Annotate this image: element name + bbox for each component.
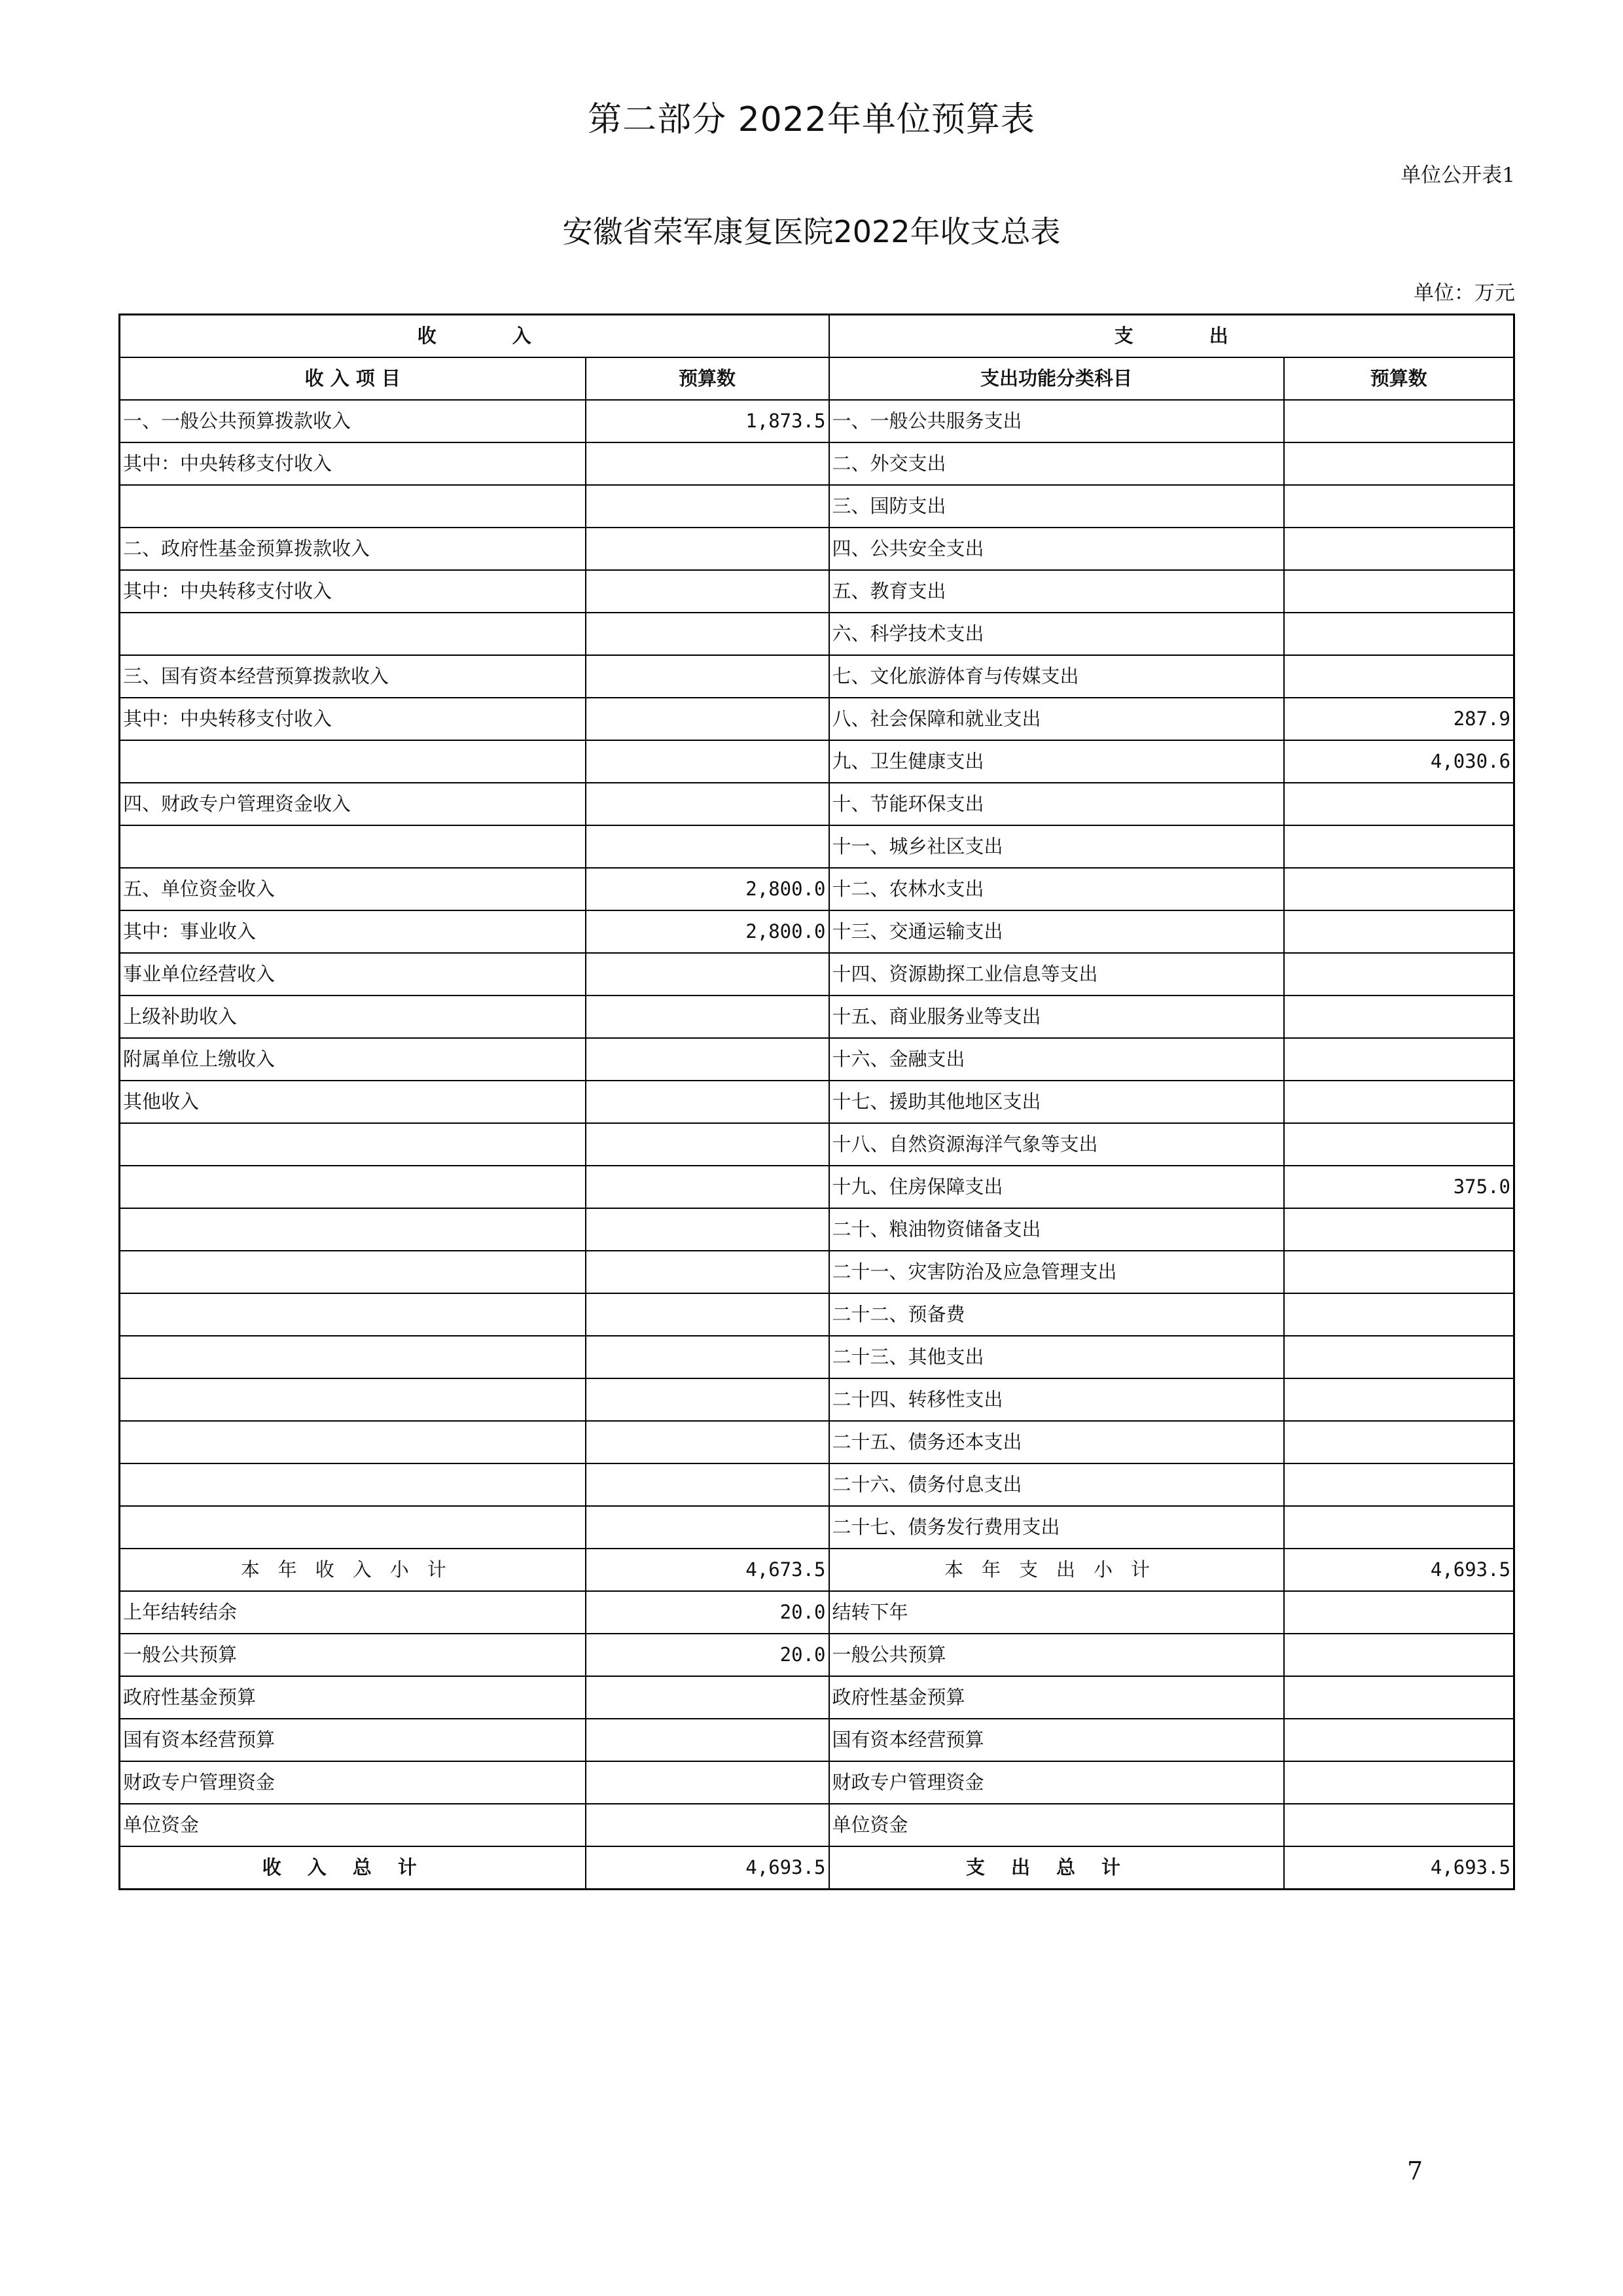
expense-item-cell bbox=[829, 1549, 1284, 1591]
table-row bbox=[120, 1676, 1514, 1719]
table-row bbox=[120, 1123, 1514, 1166]
expense-budget-cell bbox=[1284, 953, 1514, 996]
expense-item-cell-text: 支出总计 bbox=[966, 1856, 1147, 1878]
expense-budget-cell: 375.0 bbox=[1284, 1166, 1514, 1208]
table-row bbox=[120, 740, 1514, 783]
income-item-cell-text: 本年收入小计 bbox=[240, 1558, 465, 1581]
table-row bbox=[120, 1506, 1514, 1549]
income-budget-cell bbox=[586, 655, 829, 698]
expense-budget-cell bbox=[1284, 1123, 1514, 1166]
page-number: 7 bbox=[1407, 2157, 1423, 2185]
table-row bbox=[120, 1761, 1514, 1804]
income-item-cell bbox=[120, 1251, 586, 1293]
income-item-cell: 上年结转结余 bbox=[120, 1591, 586, 1634]
expense-budget-cell bbox=[1284, 1421, 1514, 1463]
expense-item-cell: 五、教育支出 bbox=[829, 570, 1284, 613]
income-item-cell bbox=[120, 1336, 586, 1378]
budget-table bbox=[118, 314, 1515, 1890]
income-item-cell-text: 收入总计 bbox=[262, 1856, 443, 1878]
income-item-cell: 政府性基金预算 bbox=[120, 1676, 586, 1719]
expense-item-cell: 单位资金 bbox=[829, 1804, 1284, 1846]
table-row bbox=[120, 485, 1514, 528]
expense-budget-cell bbox=[1284, 1804, 1514, 1846]
income-budget-cell: 20.0 bbox=[586, 1634, 829, 1676]
income-budget-cell bbox=[586, 1761, 829, 1804]
expense-budget-cell bbox=[1284, 485, 1514, 528]
income-budget-cell bbox=[586, 953, 829, 996]
income-item-cell bbox=[120, 1506, 586, 1549]
expense-budget-cell bbox=[1284, 783, 1514, 825]
income-item-cell bbox=[120, 825, 586, 868]
expense-budget-cell bbox=[1284, 1251, 1514, 1293]
income-budget-cell bbox=[586, 740, 829, 783]
expense-budget-cell bbox=[1284, 825, 1514, 868]
expense-item-cell: 二十一、灾害防治及应急管理支出 bbox=[829, 1251, 1284, 1293]
income-budget-cell bbox=[586, 1719, 829, 1761]
expense-item-cell: 四、公共安全支出 bbox=[829, 528, 1284, 570]
income-budget-cell bbox=[586, 528, 829, 570]
income-budget-cell: 2,800.0 bbox=[586, 868, 829, 910]
expense-budget-cell bbox=[1284, 400, 1514, 442]
income-budget-cell: 4,693.5 bbox=[586, 1846, 829, 1890]
expense-budget-cell bbox=[1284, 1081, 1514, 1123]
expense-budget-cell: 4,693.5 bbox=[1284, 1549, 1514, 1591]
table-row bbox=[120, 400, 1514, 442]
income-budget-cell bbox=[586, 996, 829, 1038]
income-budget-cell: 1,873.5 bbox=[586, 400, 829, 442]
income-budget-cell bbox=[586, 1506, 829, 1549]
income-item-cell: 一、一般公共预算拨款收入 bbox=[120, 400, 586, 442]
expense-item-cell: 十、节能环保支出 bbox=[829, 783, 1284, 825]
income-item-cell: 一般公共预算 bbox=[120, 1634, 586, 1676]
table-row bbox=[120, 1549, 1514, 1591]
expense-item-cell: 十九、住房保障支出 bbox=[829, 1166, 1284, 1208]
table-row bbox=[120, 868, 1514, 910]
expense-budget-cell bbox=[1284, 1719, 1514, 1761]
income-item-cell: 其中：中央转移支付收入 bbox=[120, 570, 586, 613]
table-row bbox=[120, 1336, 1514, 1378]
expense-item-cell: 二十二、预备费 bbox=[829, 1293, 1284, 1336]
income-budget-cell bbox=[586, 485, 829, 528]
income-item-cell bbox=[120, 1293, 586, 1336]
income-item-header: 收 入 项 目 bbox=[120, 357, 586, 400]
income-item-cell: 其中：中央转移支付收入 bbox=[120, 698, 586, 740]
table-row bbox=[120, 910, 1514, 953]
expense-item-cell: 二十七、债务发行费用支出 bbox=[829, 1506, 1284, 1549]
income-item-cell: 其中：中央转移支付收入 bbox=[120, 442, 586, 485]
expense-budget-cell bbox=[1284, 1293, 1514, 1336]
table-title: 安徽省荣军康复医院2022年收支总表 bbox=[562, 214, 1061, 249]
expense-item-cell: 财政专户管理资金 bbox=[829, 1761, 1284, 1804]
expense-item-cell: 二十六、债务付息支出 bbox=[829, 1463, 1284, 1506]
expense-item-cell-text: 本年支出小计 bbox=[944, 1558, 1169, 1581]
expense-budget-cell bbox=[1284, 1378, 1514, 1421]
expense-group-header: 支 出 bbox=[829, 315, 1514, 358]
table-row bbox=[120, 825, 1514, 868]
table-row bbox=[120, 996, 1514, 1038]
table-row bbox=[120, 1463, 1514, 1506]
table-row bbox=[120, 570, 1514, 613]
income-budget-cell bbox=[586, 1038, 829, 1081]
income-budget-cell bbox=[586, 1081, 829, 1123]
table-row bbox=[120, 1378, 1514, 1421]
expense-budget-header: 预算数 bbox=[1284, 357, 1514, 400]
expense-budget-cell: 4,693.5 bbox=[1284, 1846, 1514, 1890]
expense-item-cell: 一般公共预算 bbox=[829, 1634, 1284, 1676]
expense-item-cell: 结转下年 bbox=[829, 1591, 1284, 1634]
expense-item-cell: 十一、城乡社区支出 bbox=[829, 825, 1284, 868]
expense-item-cell: 七、文化旅游体育与传媒支出 bbox=[829, 655, 1284, 698]
income-item-cell bbox=[120, 1846, 586, 1890]
income-item-cell: 四、财政专户管理资金收入 bbox=[120, 783, 586, 825]
income-budget-cell bbox=[586, 825, 829, 868]
income-item-cell: 其中：事业收入 bbox=[120, 910, 586, 953]
income-item-cell bbox=[120, 1378, 586, 1421]
table-row bbox=[120, 1166, 1514, 1208]
table-row bbox=[120, 1038, 1514, 1081]
income-budget-cell bbox=[586, 1421, 829, 1463]
income-item-cell bbox=[120, 1549, 586, 1591]
expense-item-header: 支出功能分类科目 bbox=[829, 357, 1284, 400]
income-item-cell bbox=[120, 1208, 586, 1251]
expense-item-cell: 十五、商业服务业等支出 bbox=[829, 996, 1284, 1038]
expense-item-cell: 政府性基金预算 bbox=[829, 1676, 1284, 1719]
income-item-cell: 事业单位经营收入 bbox=[120, 953, 586, 996]
expense-item-cell: 国有资本经营预算 bbox=[829, 1719, 1284, 1761]
expense-budget-cell bbox=[1284, 1038, 1514, 1081]
income-budget-cell bbox=[586, 442, 829, 485]
income-budget-cell: 4,673.5 bbox=[586, 1549, 829, 1591]
income-item-cell: 三、国有资本经营预算拨款收入 bbox=[120, 655, 586, 698]
expense-budget-cell bbox=[1284, 1634, 1514, 1676]
income-budget-cell bbox=[586, 1251, 829, 1293]
table-row bbox=[120, 1804, 1514, 1846]
expense-item-cell: 一、一般公共服务支出 bbox=[829, 400, 1284, 442]
expense-budget-cell bbox=[1284, 442, 1514, 485]
expense-budget-cell bbox=[1284, 910, 1514, 953]
income-item-cell bbox=[120, 740, 586, 783]
expense-item-cell: 二十五、债务还本支出 bbox=[829, 1421, 1284, 1463]
table-row bbox=[120, 528, 1514, 570]
income-group-header: 收 入 bbox=[120, 315, 829, 358]
income-budget-header: 预算数 bbox=[586, 357, 829, 400]
table-row bbox=[120, 1719, 1514, 1761]
expense-item-cell: 二、外交支出 bbox=[829, 442, 1284, 485]
expense-item-cell: 六、科学技术支出 bbox=[829, 613, 1284, 655]
expense-item-cell: 十二、农林水支出 bbox=[829, 868, 1284, 910]
expense-item-cell: 十六、金融支出 bbox=[829, 1038, 1284, 1081]
income-item-cell: 单位资金 bbox=[120, 1804, 586, 1846]
table-row bbox=[120, 1081, 1514, 1123]
table-row bbox=[120, 953, 1514, 996]
table-row bbox=[120, 1293, 1514, 1336]
income-item-cell bbox=[120, 1421, 586, 1463]
expense-budget-cell bbox=[1284, 1506, 1514, 1549]
expense-item-cell: 九、卫生健康支出 bbox=[829, 740, 1284, 783]
income-item-cell: 二、政府性基金预算拨款收入 bbox=[120, 528, 586, 570]
expense-budget-cell bbox=[1284, 1676, 1514, 1719]
expense-budget-cell bbox=[1284, 1336, 1514, 1378]
expense-item-cell bbox=[829, 1846, 1284, 1890]
income-item-cell bbox=[120, 1123, 586, 1166]
group-header-row bbox=[120, 315, 1514, 358]
income-budget-cell bbox=[586, 1378, 829, 1421]
table-row bbox=[120, 442, 1514, 485]
expense-item-cell: 三、国防支出 bbox=[829, 485, 1284, 528]
income-budget-cell bbox=[586, 1293, 829, 1336]
table-row bbox=[120, 1421, 1514, 1463]
expense-budget-cell bbox=[1284, 868, 1514, 910]
expense-budget-cell bbox=[1284, 1591, 1514, 1634]
unit-label: 单位：万元 bbox=[1414, 281, 1515, 305]
expense-item-cell: 十八、自然资源海洋气象等支出 bbox=[829, 1123, 1284, 1166]
expense-item-cell: 十四、资源勘探工业信息等支出 bbox=[829, 953, 1284, 996]
income-budget-cell bbox=[586, 1166, 829, 1208]
table-row bbox=[120, 1846, 1514, 1890]
income-budget-cell: 20.0 bbox=[586, 1591, 829, 1634]
income-budget-cell bbox=[586, 1208, 829, 1251]
income-item-cell bbox=[120, 1166, 586, 1208]
income-item-cell: 上级补助收入 bbox=[120, 996, 586, 1038]
table-row bbox=[120, 655, 1514, 698]
expense-item-cell: 八、社会保障和就业支出 bbox=[829, 698, 1284, 740]
expense-item-cell: 十三、交通运输支出 bbox=[829, 910, 1284, 953]
income-item-cell bbox=[120, 613, 586, 655]
table-row bbox=[120, 1251, 1514, 1293]
income-item-cell: 附属单位上缴收入 bbox=[120, 1038, 586, 1081]
expense-budget-cell bbox=[1284, 655, 1514, 698]
expense-budget-cell bbox=[1284, 570, 1514, 613]
expense-budget-cell bbox=[1284, 528, 1514, 570]
income-budget-cell bbox=[586, 1123, 829, 1166]
income-budget-cell bbox=[586, 1463, 829, 1506]
expense-budget-cell bbox=[1284, 1463, 1514, 1506]
table-row bbox=[120, 783, 1514, 825]
income-budget-cell bbox=[586, 613, 829, 655]
expense-budget-cell bbox=[1284, 1208, 1514, 1251]
income-item-cell: 国有资本经营预算 bbox=[120, 1719, 586, 1761]
income-budget-cell bbox=[586, 783, 829, 825]
income-budget-cell bbox=[586, 1336, 829, 1378]
expense-budget-cell: 4,030.6 bbox=[1284, 740, 1514, 783]
table-row bbox=[120, 1591, 1514, 1634]
table-row bbox=[120, 1208, 1514, 1251]
table-row bbox=[120, 1634, 1514, 1676]
table-row bbox=[120, 613, 1514, 655]
expense-budget-cell: 287.9 bbox=[1284, 698, 1514, 740]
income-item-cell: 五、单位资金收入 bbox=[120, 868, 586, 910]
income-item-cell bbox=[120, 1463, 586, 1506]
expense-budget-cell bbox=[1284, 613, 1514, 655]
expense-item-cell: 二十四、转移性支出 bbox=[829, 1378, 1284, 1421]
expense-item-cell: 二十三、其他支出 bbox=[829, 1336, 1284, 1378]
income-item-cell: 财政专户管理资金 bbox=[120, 1761, 586, 1804]
income-item-cell: 其他收入 bbox=[120, 1081, 586, 1123]
income-budget-cell bbox=[586, 1676, 829, 1719]
income-budget-cell bbox=[586, 1804, 829, 1846]
column-header-row bbox=[120, 357, 1514, 400]
income-budget-cell: 2,800.0 bbox=[586, 910, 829, 953]
table-row bbox=[120, 698, 1514, 740]
income-budget-cell bbox=[586, 570, 829, 613]
income-budget-cell bbox=[586, 698, 829, 740]
income-item-cell bbox=[120, 485, 586, 528]
expense-budget-cell bbox=[1284, 996, 1514, 1038]
part-title: 第二部分 2022年单位预算表 bbox=[588, 100, 1035, 139]
expense-budget-cell bbox=[1284, 1761, 1514, 1804]
expense-item-cell: 十七、援助其他地区支出 bbox=[829, 1081, 1284, 1123]
expense-item-cell: 二十、粮油物资储备支出 bbox=[829, 1208, 1284, 1251]
form-id: 单位公开表1 bbox=[1400, 164, 1515, 187]
